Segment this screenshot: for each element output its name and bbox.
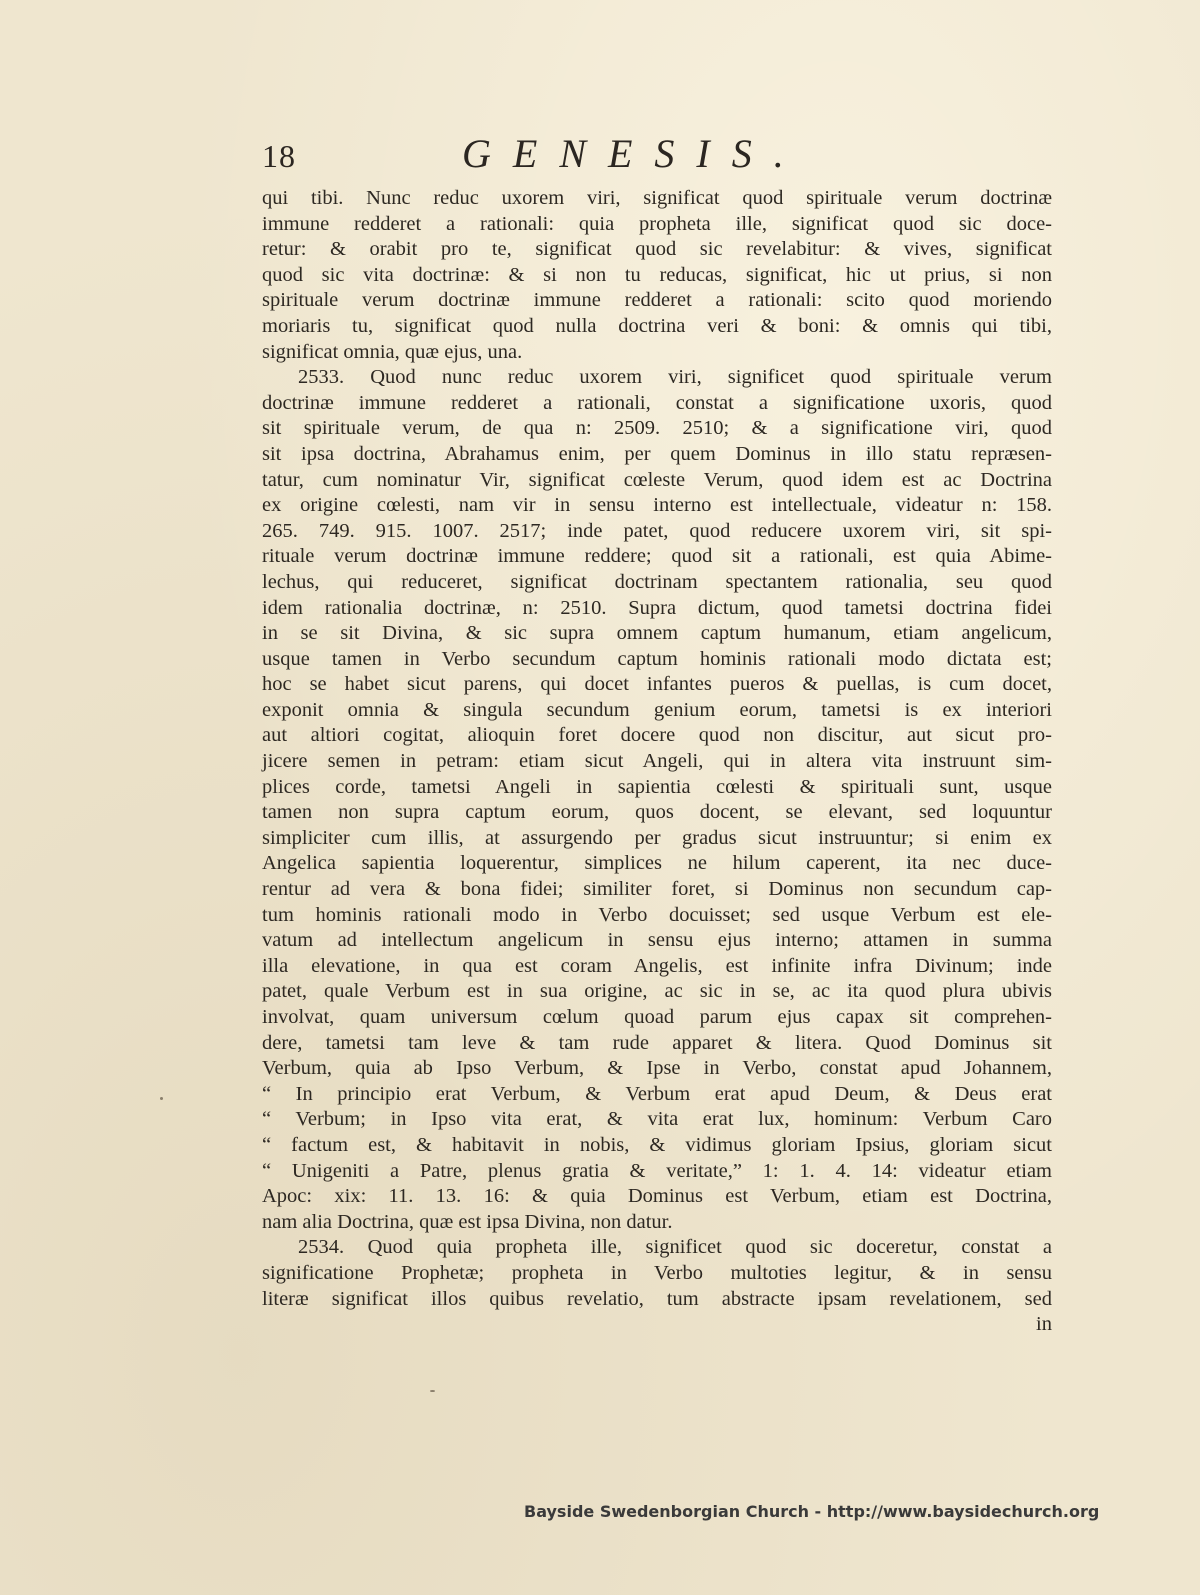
text-line: “ Unigeniti a Patre, plenus gratia & veritate,” 1: 1. 4. 14: videatur etiam	[262, 1159, 1052, 1182]
text-line: sit spirituale verum, de qua n: 2509. 2510; & a significatione viri, quod	[262, 417, 1052, 440]
text-line: nam alia Doctrina, quæ est ipsa Divina, non datur.	[262, 1210, 673, 1233]
page-number: 18	[262, 138, 296, 174]
text-line: rentur ad vera & bona fidei; similiter foret, si Dominus non secundum cap-	[262, 878, 1052, 901]
text-body	[262, 186, 1052, 1338]
text-line: idem rationalia doctrinæ, n: 2510. Supra dictum, quod tametsi doctrina fidei	[262, 596, 1052, 619]
text-line: illa elevatione, in qua est coram Angelis, est infinite infra Divinum; inde	[262, 954, 1052, 977]
text-line: spirituale verum doctrinæ immune redderet a rationali: scito quod moriendo	[262, 289, 1052, 312]
text-line: significat omnia, quæ ejus, una.	[262, 340, 523, 363]
text-line: retur: & orabit pro te, significat quod sic revelabitur: & vives, significat	[262, 238, 1052, 261]
text-line: usque tamen in Verbo secundum captum hominis rationali modo dictata est;	[262, 647, 1052, 670]
text-line: Verbum, quia ab Ipso Verbum, & Ipse in Verbo, constat apud Johannem,	[262, 1057, 1052, 1080]
text-line: aut altiori cogitat, alioquin foret docere quod non discitur, aut sicut pro-	[262, 724, 1052, 747]
text-line: jicere semen in petram: etiam sicut Angeli, qui in altera vita instruunt sim-	[262, 750, 1052, 773]
text-line: tatur, cum nominatur Vir, significat cœleste Verum, quod idem est ac Doctrina	[262, 468, 1052, 491]
text-line: immune redderet a rationali: quia propheta ille, significat quod sic doce-	[262, 212, 1052, 235]
text-line: rituale verum doctrinæ immune reddere; quod sit a rationali, est quia Abime-	[262, 545, 1052, 568]
text-line: simpliciter cum illis, at assurgendo per gradus sicut instruuntur; si enim ex	[262, 826, 1052, 849]
text-line: ex origine cœlesti, nam vir in sensu interno est intellectuale, videatur n: 158.	[262, 494, 1052, 517]
text-line: doctrinæ immune redderet a rationali, constat a significatione uxoris, quod	[262, 391, 1052, 414]
text-line: quod sic vita doctrinæ: & si non tu reducas, significat, hic ut prius, si non	[262, 263, 1052, 286]
footer-watermark: Bayside Swedenborgian Church - http://www.baysidechurch.org	[524, 1502, 1100, 1521]
text-line: tum hominis rationali modo in Verbo docuisset; sed usque Verbum est ele-	[262, 903, 1052, 926]
text-line: moriaris tu, significat quod nulla doctrina veri & boni: & omnis qui tibi,	[262, 314, 1052, 337]
text-line: involvat, quam universum cœlum quoad parum ejus capax sit comprehen-	[262, 1006, 1052, 1028]
text-line: “ Verbum; in Ipso vita erat, & vita erat lux, hominum: Verbum Caro	[262, 1108, 1052, 1131]
text-line: patet, quale Verbum est in sua origine, ac sic in se, ac ita quod plura ubivis	[262, 980, 1052, 1003]
text-line: exponit omnia & singula secundum genium eorum, tametsi is ex interiori	[262, 698, 1052, 721]
text-line: “ In principio erat Verbum, & Verbum erat apud Deum, & Deus erat	[262, 1082, 1052, 1105]
text-line: 2533. Quod nunc reduc uxorem viri, significet quod spirituale verum	[298, 366, 1052, 389]
text-line: qui tibi. Nunc reduc uxorem viri, significat quod spirituale verum doctrinæ	[262, 187, 1052, 209]
paper-speck	[430, 1390, 435, 1392]
text-line: literæ significat illos quibus revelatio, tum abstracte ipsam revelationem, sed	[262, 1287, 1052, 1310]
text-line: significatione Prophetæ; propheta in Verbo multoties legitur, & in sensu	[262, 1261, 1052, 1284]
text-line: sit ipsa doctrina, Abrahamus enim, per quem Dominus in illo statu repræsen-	[262, 442, 1052, 465]
catchword: in	[1036, 1313, 1052, 1336]
text-line: dere, tametsi tam leve & tam rude apparet & litera. Quod Dominus sit	[262, 1031, 1052, 1054]
running-head	[262, 128, 1052, 180]
text-line: hoc se habet sicut parens, qui docet infantes pueros & puellas, is cum docet,	[262, 673, 1052, 696]
text-line: tamen non supra captum eorum, quos docent, se elevant, sed loquuntur	[262, 801, 1052, 824]
text-line: in se sit Divina, & sic supra omnem captum humanum, etiam angelicum,	[262, 622, 1052, 645]
text-line: Apoc: xix: 11. 13. 16: & quia Dominus est Verbum, etiam est Doctrina,	[262, 1185, 1052, 1208]
text-line: 2534. Quod quia propheta ille, significet quod sic doceretur, constat a	[298, 1236, 1052, 1259]
running-title: GENESIS.	[462, 131, 806, 176]
text-line: lechus, qui reduceret, significat doctrinam spectantem rationalia, seu quod	[262, 570, 1052, 593]
text-line: “ factum est, & habitavit in nobis, & vidimus gloriam Ipsius, gloriam sicut	[262, 1133, 1052, 1156]
text-line: plices corde, tametsi Angeli in sapientia cœlesti & spirituali sunt, usque	[262, 775, 1052, 798]
text-line: vatum ad intellectum angelicum in sensu ejus interno; attamen in summa	[262, 929, 1052, 952]
text-line: Angelica sapientia loquerentur, simplices ne hilum caperent, ita nec duce-	[262, 852, 1052, 875]
text-line: 265. 749. 915. 1007. 2517; inde patet, quod reducere uxorem viri, sit spi-	[262, 519, 1052, 542]
paper-speck	[160, 1097, 163, 1100]
